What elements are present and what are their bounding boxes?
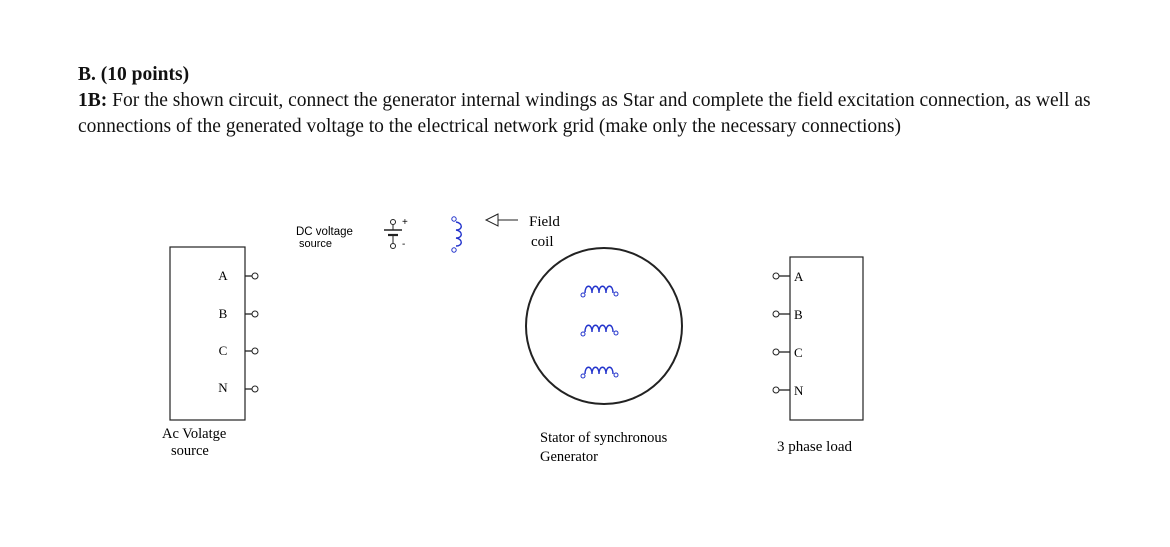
load-terminal-label-n: N xyxy=(794,383,804,398)
question-heading: B. (10 points) xyxy=(78,64,190,85)
ac-terminal-b[interactable] xyxy=(245,308,258,320)
load-terminal-label-b: B xyxy=(794,307,803,322)
generator-caption-line1: Stator of synchronous xyxy=(540,430,668,446)
ac-terminal-label-c: C xyxy=(218,343,228,358)
ac-terminal-label-b: B xyxy=(218,306,228,321)
load-terminal-b[interactable] xyxy=(773,308,790,320)
ac-terminal-label-n: N xyxy=(218,380,228,395)
field-coil xyxy=(452,214,561,252)
dc-source xyxy=(296,217,408,250)
dc-minus-sign: - xyxy=(402,239,406,250)
stator-coil-a-icon xyxy=(581,286,618,297)
ac-source-box xyxy=(170,247,245,420)
field-coil-label-line1: Field xyxy=(529,214,560,230)
dc-plus-sign: + xyxy=(402,217,408,228)
load-terminal-a[interactable] xyxy=(773,270,790,282)
ac-source xyxy=(162,247,258,459)
ac-terminal-label-a: A xyxy=(218,268,228,283)
three-phase-load xyxy=(773,257,863,455)
question-instructions: For the shown circuit, connect the generator internal windings as Star and complete the field excitation connection, as well as connections of the generated voltage to the electrical network grid (make only the necessary connections) xyxy=(78,90,1091,137)
field-coil-label-line2: coil xyxy=(531,234,554,250)
ac-terminal-c[interactable] xyxy=(245,345,258,357)
dc-source-label-line1: DC voltage xyxy=(296,226,353,238)
ac-source-caption-line2: source xyxy=(171,443,209,459)
load-terminal-n[interactable] xyxy=(773,384,790,396)
load-caption: 3 phase load xyxy=(777,439,852,455)
generator xyxy=(526,248,682,465)
stator-coil-b-icon xyxy=(581,325,618,336)
dc-battery-symbol xyxy=(384,220,402,249)
load-terminal-label-c: C xyxy=(794,345,803,360)
generator-caption-line2: Generator xyxy=(540,449,598,465)
field-coil-icon xyxy=(452,217,461,252)
ac-terminal-a[interactable] xyxy=(245,270,258,282)
dc-source-label-line2: source xyxy=(299,238,333,250)
ac-terminal-n[interactable] xyxy=(245,383,258,395)
ac-source-caption-line1: Ac Volatge xyxy=(162,426,227,442)
load-terminal-c[interactable] xyxy=(773,346,790,358)
stator-coil-c-icon xyxy=(581,367,618,378)
field-coil-arrow-icon xyxy=(486,214,518,226)
load-terminal-label-a: A xyxy=(794,269,804,284)
question-label: 1B: xyxy=(78,90,108,111)
